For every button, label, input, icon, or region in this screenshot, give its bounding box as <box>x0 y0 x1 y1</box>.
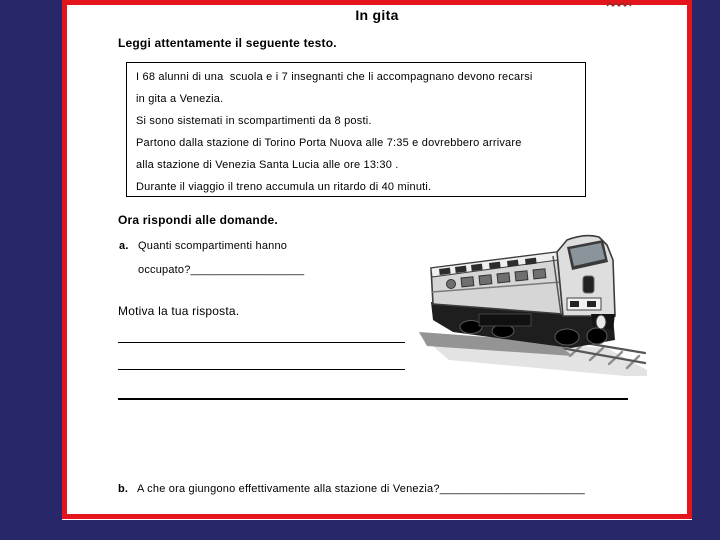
passage-line: Durante il viaggio il treno accumula un ritardo di 40 minuti. <box>136 181 432 193</box>
answer-line <box>118 342 405 343</box>
passage-line: I 68 alunni di una scuola e i 7 insegnanti che li accompagnano devono recarsi <box>136 71 533 83</box>
page-title: In gita <box>355 7 399 23</box>
train-illustration <box>415 226 647 376</box>
question-a <box>119 240 304 276</box>
passage-line: Partono dalla stazione di Torino Porta Nuova alle 7:35 e dovrebbero arrivare <box>136 137 522 149</box>
question-a-text-line2: occupato?__________________ <box>138 264 305 276</box>
question-b-label: b. <box>118 483 129 495</box>
worksheet-page <box>62 0 692 520</box>
passage-line: in gita a Venezia. <box>136 93 224 105</box>
question-b <box>118 483 585 495</box>
passage-box <box>126 62 586 197</box>
passage-line: alla stazione di Venezia Santa Lucia alle ore 13:30 . <box>136 159 399 171</box>
question-a-text-line1: Quanti scompartimenti hanno <box>138 240 288 252</box>
question-b-text: A che ora giungono effettivamente alla stazione di Venezia?_______________________ <box>137 483 585 495</box>
answer-line <box>118 369 405 370</box>
motivate-label: Motiva la tua risposta. <box>118 304 240 318</box>
questions-header: Ora rispondi alle domande. <box>118 213 278 227</box>
answer-line-thick <box>118 398 628 400</box>
instruction-text: Leggi attentamente il seguente testo. <box>118 36 337 50</box>
train-locomotive-icon <box>415 226 647 376</box>
passage-line: Si sono sistemati in scompartimenti da 8 posti. <box>136 115 372 127</box>
question-a-label: a. <box>119 240 129 252</box>
